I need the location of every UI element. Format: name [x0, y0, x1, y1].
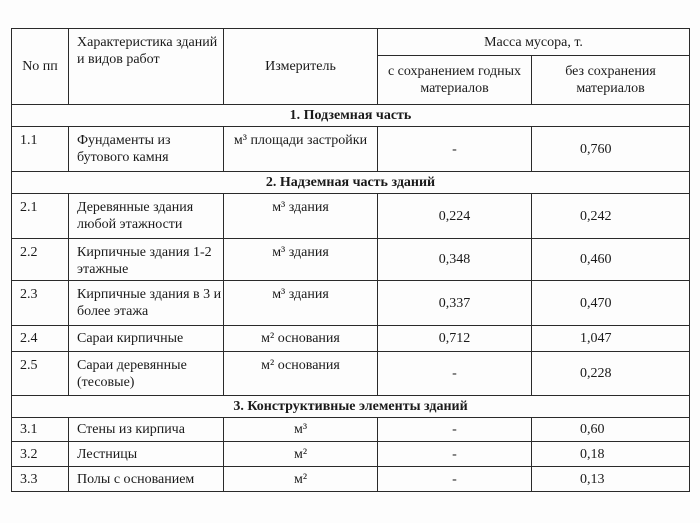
row-unit: м² основания: [224, 326, 378, 352]
header-without-reuse: без сохранения материалов: [532, 56, 690, 105]
section-title: 3. Конструктивные элементы зданий: [12, 396, 690, 418]
row-unit: м³ здания: [224, 194, 378, 239]
row-no: 2.3: [12, 281, 69, 326]
row-unit: м²: [224, 442, 378, 467]
row-with: -: [378, 352, 532, 396]
header-mass: Масса мусора, т.: [378, 29, 690, 56]
table-row: [12, 239, 690, 281]
row-unit: м³ площади застройки: [224, 127, 378, 172]
section-row: [12, 105, 690, 127]
row-with: -: [378, 467, 532, 492]
row-without: 0,760: [532, 127, 690, 172]
row-with: 0,224: [378, 194, 532, 239]
row-without: 0,242: [532, 194, 690, 239]
row-no: 2.1: [12, 194, 69, 239]
section-row: [12, 172, 690, 194]
row-name: Фундаменты из бутового камня: [69, 127, 224, 172]
header-row-1: [12, 29, 690, 56]
table-row: [12, 442, 690, 467]
row-name: Сараи кирпичные: [69, 326, 224, 352]
row-unit: м³: [224, 418, 378, 442]
row-name: Полы с основанием: [69, 467, 224, 492]
header-characteristic: Характеристика зданий и видов работ: [69, 29, 224, 105]
row-name: Сараи деревянные (тесовые): [69, 352, 224, 396]
row-with: -: [378, 127, 532, 172]
row-without: 0,460: [532, 239, 690, 281]
row-without: 0,13: [532, 467, 690, 492]
table-row: [12, 467, 690, 492]
row-unit: м³ здания: [224, 281, 378, 326]
table-row: [12, 326, 690, 352]
row-name: Кирпичные здания 1-2 этажные: [69, 239, 224, 281]
section-row: [12, 396, 690, 418]
table-row: [12, 418, 690, 442]
row-without: 0,18: [532, 442, 690, 467]
row-no: 2.2: [12, 239, 69, 281]
row-with: 0,348: [378, 239, 532, 281]
header-measure: Измеритель: [224, 29, 378, 105]
row-unit: м²: [224, 467, 378, 492]
row-no: 2.5: [12, 352, 69, 396]
table-row: [12, 194, 690, 239]
row-with: 0,712: [378, 326, 532, 352]
row-without: 0,228: [532, 352, 690, 396]
header-with-reuse: с сохранением годных материалов: [378, 56, 532, 105]
row-name: Стены из кирпича: [69, 418, 224, 442]
row-name: Кирпичные здания в 3 и более этажа: [69, 281, 224, 326]
row-with: -: [378, 418, 532, 442]
row-name: Деревянные здания любой этажности: [69, 194, 224, 239]
row-no: 3.1: [12, 418, 69, 442]
row-no: 3.2: [12, 442, 69, 467]
section-title: 1. Подземная часть: [12, 105, 690, 127]
row-no: 1.1: [12, 127, 69, 172]
row-without: 1,047: [532, 326, 690, 352]
row-without: 0,60: [532, 418, 690, 442]
row-unit: м³ здания: [224, 239, 378, 281]
table-row: [12, 127, 690, 172]
row-no: 3.3: [12, 467, 69, 492]
row-with: -: [378, 442, 532, 467]
debris-table: [11, 28, 690, 492]
section-title: 2. Надземная часть зданий: [12, 172, 690, 194]
table-row: [12, 352, 690, 396]
row-no: 2.4: [12, 326, 69, 352]
table-row: [12, 281, 690, 326]
row-with: 0,337: [378, 281, 532, 326]
row-unit: м² основания: [224, 352, 378, 396]
row-without: 0,470: [532, 281, 690, 326]
row-name: Лестницы: [69, 442, 224, 467]
header-no: No пп: [12, 29, 69, 105]
